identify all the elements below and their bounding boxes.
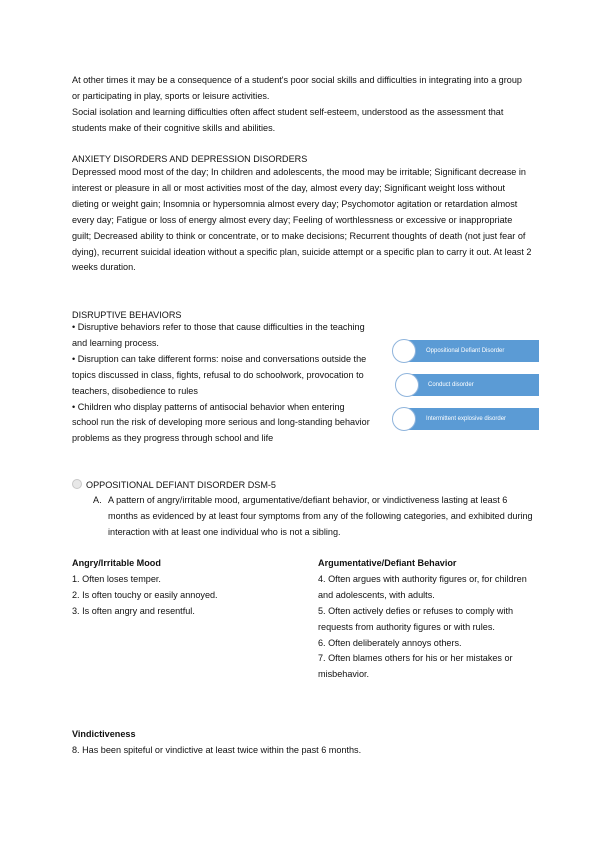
odd-heading-row bbox=[72, 478, 276, 492]
symptom-item: 2. Is often touchy or easily annoyed. bbox=[72, 589, 218, 600]
bullet-item: • Disruptive behaviors refer to those that cause difficulties in the teaching and learning process. bbox=[72, 322, 365, 348]
circle-bullet-icon bbox=[72, 479, 82, 489]
anxiety-heading: ANXIETY DISORDERS AND DEPRESSION DISORDERS bbox=[72, 154, 308, 164]
diagram-bullet-circle bbox=[392, 339, 416, 363]
angry-mood-heading: Angry/Irritable Mood bbox=[72, 558, 161, 568]
vindictiveness-section bbox=[72, 727, 512, 759]
argumentative-heading: Argumentative/Defiant Behavior bbox=[318, 558, 457, 568]
symptom-item: 5. Often actively defies or refuses to comply with requests from authority figures or with rules. bbox=[318, 605, 514, 632]
diagram-item-conduct: Conduct disorder bbox=[404, 374, 539, 396]
symptom-item: 1. Often loses temper. bbox=[72, 573, 161, 584]
criterion-text: A pattern of angry/irritable mood, argumentative/defiant behavior, or vindictiveness lasting at least 6 months as evidenced by at least four symptoms from any of the following categories, and exhibited during interaction with at least one individual who is not a sibling. bbox=[108, 495, 533, 537]
criterion-a bbox=[93, 493, 533, 541]
diagram-item-odd: Oppositional Defiant Disorder bbox=[402, 340, 539, 362]
disruptive-bullet-list bbox=[72, 320, 370, 447]
anxiety-body: Depressed mood most of the day; In children and adolescents, the mood may be irritable; Significant decrease in interest or pleasure in all or most activities most of the day, almost every day; Significant weight loss without dieting or weight gain; Insomnia or hypersomnia almost every day; Psychomotor agitation or retardation almost every day; Fatigue or loss of energy almost every day; Feeling of worthlessness or excessive or inappropriate guilt; Decreased ability to think or concentrate, or to make decisions; Recurrent thoughts of death (not just fear of dying), recurrent suicidal ideation without a specific plan, suicide attempt or a specific plan to carry it out. At least 2 weeks duration. bbox=[72, 167, 532, 273]
symptom-item: 3. Is often angry and resentful. bbox=[72, 605, 195, 616]
diagram-bullet-circle bbox=[392, 407, 416, 431]
bullet-item: • Children who display patterns of antisocial behavior when entering school run the risk of developing more serious and long-standing behavior problems as they progress through school and life bbox=[72, 401, 370, 444]
symptom-item: 8. Has been spiteful or vindictive at least twice within the past 6 months. bbox=[72, 744, 362, 755]
bullet-item: • Disruption can take different forms: noise and conversations outside the topics discussed in class, fights, refusal to do schoolwork, provocation to teachers, disobedience to rules bbox=[72, 353, 367, 396]
diagram-item-explosive: Intermittent explosive disorder bbox=[402, 408, 539, 430]
disruptive-heading: DISRUPTIVE BEHAVIORS bbox=[72, 310, 182, 320]
criterion-label: A. bbox=[93, 495, 102, 505]
angry-mood-column bbox=[72, 556, 292, 620]
intro-paragraph-1: At other times it may be a consequence of a student's poor social skills and difficulties in integrating into a group or participating in play, sports or leisure activities. bbox=[72, 75, 522, 101]
symptom-item: 7. Often blames others for his or her mistakes or misbehavior. bbox=[318, 653, 513, 680]
vindictiveness-heading: Vindictiveness bbox=[72, 729, 136, 739]
odd-heading: OPPOSITIONAL DEFIANT DISORDER DSM-5 bbox=[86, 480, 276, 490]
argumentative-column bbox=[318, 556, 528, 683]
intro-paragraph-2: Social isolation and learning difficulties often affect student self-esteem, understood as the assessment that students make of their cognitive skills and abilities. bbox=[72, 107, 504, 133]
symptom-item: 4. Often argues with authority figures or, for children and adolescents, with adults. bbox=[318, 573, 527, 600]
symptom-item: 6. Often deliberately annoys others. bbox=[318, 637, 462, 648]
diagram-bullet-circle bbox=[395, 373, 419, 397]
disorder-diagram bbox=[384, 337, 544, 433]
